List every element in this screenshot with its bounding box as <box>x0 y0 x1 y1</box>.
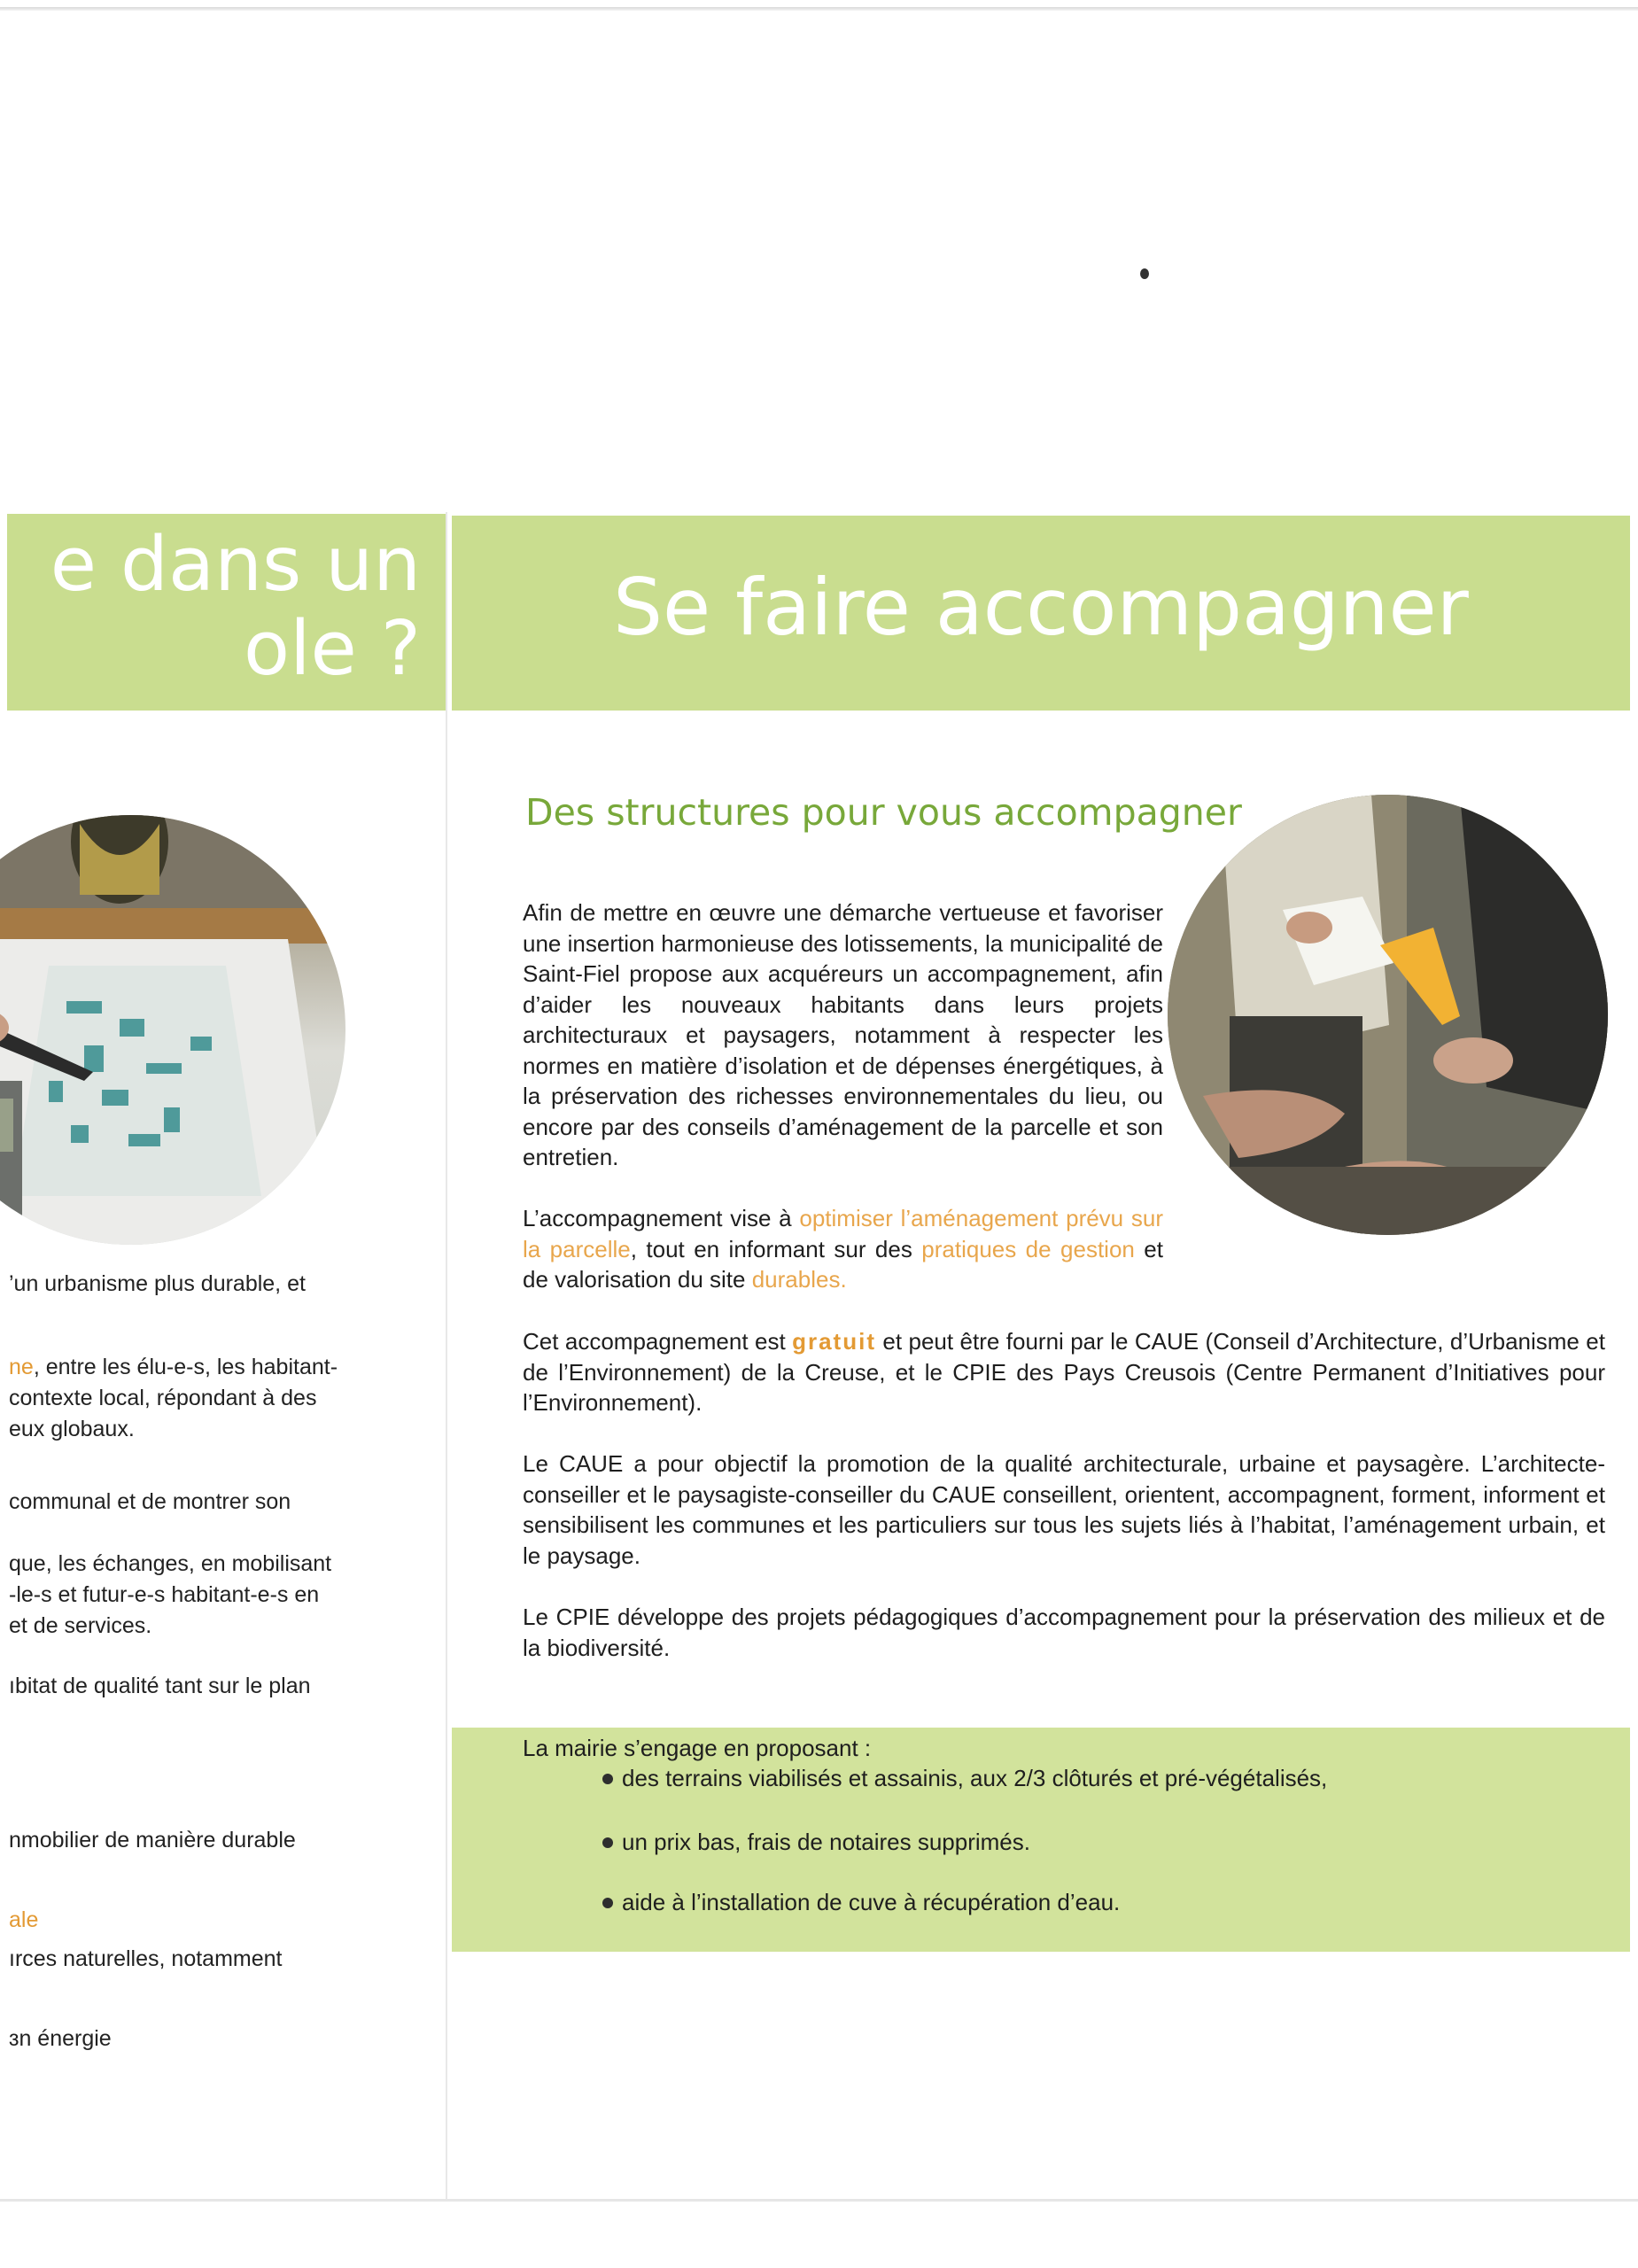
main-title: Se faire accompagner <box>613 562 1469 653</box>
mairie-lead: La mairie s’engage en proposant : <box>523 1735 872 1761</box>
accompaniment-text: et de valorisation du site <box>523 1235 1163 1293</box>
panel-fold-divider <box>446 512 447 2200</box>
photo-people-outdoors <box>1168 795 1608 1235</box>
left-panel-title <box>50 521 421 694</box>
highlight-pratiques: pratiques de gestion <box>921 1235 1135 1262</box>
right-field-photo <box>1168 795 1608 1235</box>
highlight-durables: durables. <box>751 1266 847 1293</box>
scan-speck <box>1140 268 1149 279</box>
left-text-line: communal et de montrer son <box>9 1489 291 1514</box>
accompaniment-text: , tout en informant sur des <box>630 1235 922 1262</box>
left-meeting-photo <box>0 815 345 1245</box>
left-text-line: ırces naturelles, notamment <box>9 1946 283 1971</box>
mairie-bullet-text: un prix bas, frais de notaires supprimés. <box>622 1829 1030 1855</box>
scan-edge-top <box>0 7 1638 11</box>
left-text-line: ’un urbanisme plus durable, et <box>9 1271 306 1296</box>
scan-edge-bottom <box>0 2199 1638 2202</box>
left-text-line: eux globaux. <box>9 1417 135 1441</box>
caue-paragraph: Le CAUE a pour objectif la promotion de la qualité architecturale, urbaine et paysagère. L’architecte-conseiller et le paysagiste-conseiller du CAUE conseillent, orientent, accompagnent, forment, informent et sensibilisent les communes et les particuliers sur tous les sujets liés à l’habitat, l’aménagement urbain, et le paysage. <box>523 1450 1605 1569</box>
left-text-line: -le-s et futur-e-s habitant-e-s en <box>9 1582 320 1607</box>
accompaniment-paragraph <box>523 1203 1163 1295</box>
mairie-bullet-text: des terrains viabilisés et assainis, aux 2/3 clôturés et pré-végétalisés, <box>622 1765 1328 1791</box>
section-heading: Des structures pour vous accompagner <box>525 791 1242 834</box>
left-title-line-1: e dans un <box>50 521 421 609</box>
left-text-block <box>9 1549 368 1642</box>
left-text-line: que, les échanges, en mobilisant <box>9 1551 332 1576</box>
left-title-line-2: ole ? <box>243 605 421 694</box>
accompaniment-text: L’accompagnement vise à <box>523 1205 800 1231</box>
mairie-bullet <box>602 1765 1327 1792</box>
highlight-optimiser: optimiser l’aménagement prévu sur la parcelle <box>523 1205 1163 1262</box>
cpie-paragraph: Le CPIE développe des projets pédagogiques d’accompagnement pour la préservation des milieux et de la biodiversité. <box>523 1604 1605 1661</box>
left-text-line: ne, entre les élu-e-s, les habitant- <box>9 1355 338 1379</box>
intro-paragraph: Afin de mettre en œuvre une démarche vertueuse et favoriser une insertion harmonieuse des lotissements, la municipalité de Saint-Fiel propose aux acquéreurs un accompagnement, afin d’aider les nouveaux habitants dans leurs projets architecturaux et paysagers, notamment à respecter les normes en matière d’isolation et de dépenses énergétiques, à la préservation des richesses environnementales du lieu, ou encore par des conseils d’aménagement de la parcelle et son entretien. <box>523 899 1163 1170</box>
gratuit-text: Cet accompagnement est <box>523 1328 793 1355</box>
left-text-line: nmobilier de manière durable <box>9 1828 296 1852</box>
mairie-bullet <box>602 1829 1030 1856</box>
left-text-line-orange: ale <box>9 1907 39 1932</box>
gratuit-emphasis: gratuit <box>792 1328 876 1355</box>
photo-maps-on-table <box>0 815 345 1245</box>
bullet-dot-icon <box>602 1774 613 1784</box>
mairie-bullet-text: aide à l’installation de cuve à récupération d’eau. <box>622 1889 1121 1915</box>
gratuit-text: et peut être fourni par le CAUE (Conseil d’Architecture, d’Urbanisme et de l’Environnement) de la Creuse, et le CPIE des Pays Creusois (Centre Permanent d’Initiatives pour l’Environnement). <box>523 1328 1605 1416</box>
left-text-block <box>9 1352 368 1445</box>
mairie-bullet <box>602 1889 1120 1916</box>
left-text-line: et de services. <box>9 1613 152 1638</box>
bullet-dot-icon <box>602 1837 613 1848</box>
left-text-line: contexte local, répondant à des <box>9 1386 317 1410</box>
left-text-line: ıbitat de qualité tant sur le plan <box>9 1674 311 1698</box>
bullet-dot-icon <box>602 1898 613 1908</box>
left-text-line: ɜn énergie <box>9 2026 112 2051</box>
left-title-band <box>7 514 446 711</box>
gratuit-paragraph <box>523 1326 1605 1418</box>
main-title-band <box>452 516 1630 711</box>
